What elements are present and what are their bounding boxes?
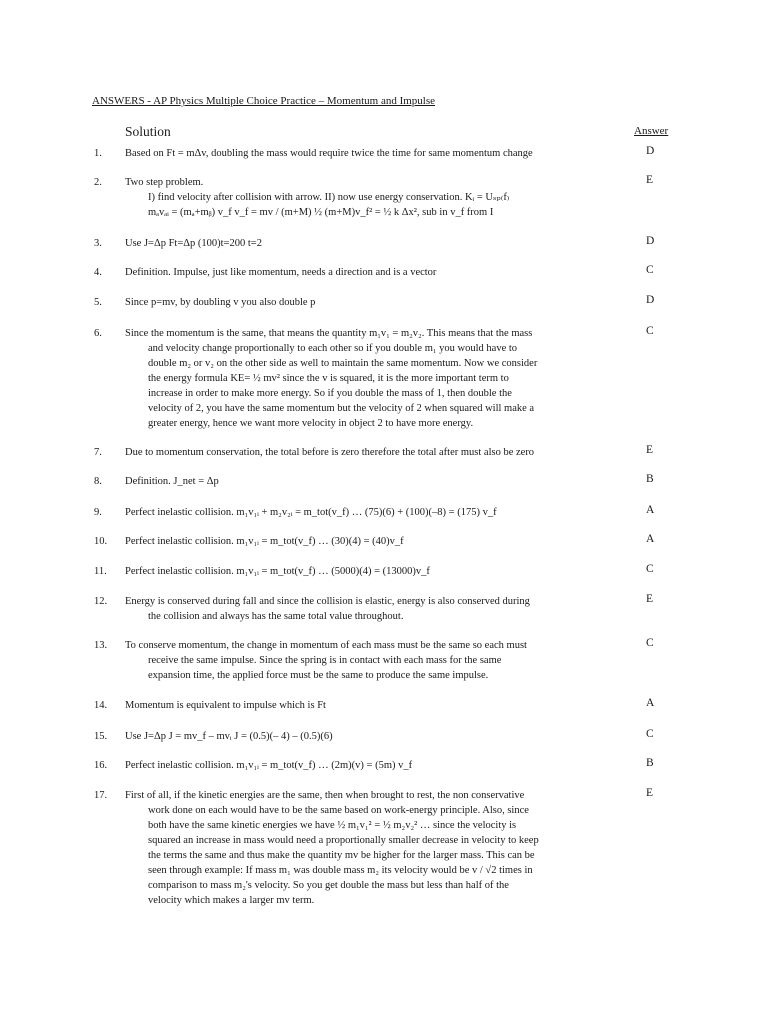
solution-line: greater energy, hence we want more velocity in object 2 to have more energy. [148,418,474,429]
question-number: 10. [94,536,108,547]
answer-letter: C [646,728,654,740]
question-number: 12. [94,596,108,607]
question-number: 9. [94,507,102,518]
question-number: 3. [94,238,102,249]
solution-line: the energy formula KE= ½ mv² since the v is squared, it is the more important term to [148,373,509,384]
solution-line: Definition. Impulse, just like momentum, needs a direction and is a vector [125,267,437,278]
solution-line: Perfect inelastic collision. m₁v₁ᵢ = m_tot(v_f) … (5000)(4) = (13000)v_f [125,566,430,577]
solution-line: Perfect inelastic collision. m₁v₁ᵢ + m₂v₂ᵢ = m_tot(v_f) … (75)(6) + (100)(–8) = (175) v_f [125,507,497,518]
solution-text [125,146,615,161]
answer-letter: E [646,593,654,605]
solution-line: seen through example: If mass m₁ was double mass m₂ its velocity would be v / √2 times in [148,865,533,876]
answer-letter: C [646,264,654,276]
question-number: 11. [94,566,107,577]
question-number: 4. [94,267,102,278]
solution-line: expansion time, the applied force must be the same to produce the same impulse. [148,670,489,681]
solution-line: double m₂ or v₂ on the other side as well to maintain the same momentum. Now we consider [148,358,538,369]
solution-line: the terms the same and thus make the quantity mv be higher for the larger mass. This can be [148,850,535,861]
solution-text [125,594,615,624]
solution-line: increase in order to make more energy. So if you double the mass of 1, then double the [148,388,512,399]
answer-letter: C [646,563,654,575]
solution-line: Since p=mv, by doubling v you also double p [125,297,316,308]
solution-line: Due to momentum conservation, the total before is zero therefore the total after must also be zero [125,447,535,458]
answer-letter: C [646,637,654,649]
solution-line: velocity of 2, you have the same momentum but the velocity of 2 when squared will make a [148,403,535,414]
document-title: ANSWERS - AP Physics Multiple Choice Practice – Momentum and Impulse [92,95,436,107]
answer-letter: E [646,444,654,456]
solution-line: Definition. J_net = Δp [125,476,219,487]
solution-line: mₐvₐᵢ = (mₐ+mᵦ) v_f v_f = mv / (m+M) ½ (m+M)v_f² = ½ k Δx², sub in v_f from I [148,207,494,218]
answer-letter: B [646,473,654,485]
solution-text [125,505,615,520]
solution-text [125,638,615,683]
solution-line: Since the momentum is the same, that means the quantity m₁v₁ = m₂v₂. This means that the mass [125,328,533,339]
solution-line: velocity which makes a larger mv term. [148,895,315,906]
answer-letter: D [646,235,655,247]
answer-header: Answer [634,125,669,137]
solution-line: To conserve momentum, the change in momentum of each mass must be the same so each must [125,640,527,651]
solution-line: Energy is conserved during fall and since the collision is elastic, energy is also conserved during [125,596,530,607]
answer-letter: C [646,325,654,337]
question-number: 1. [94,148,102,159]
solution-line: work done on each would have to be the same based on work-energy principle. Also, since [148,805,529,816]
answer-letter: A [646,697,655,709]
question-number: 5. [94,297,102,308]
solution-text [125,445,615,460]
solution-line: the collision and always has the same total value throughout. [148,611,404,622]
solution-text [125,175,615,220]
solution-line: Two step problem. [125,177,204,188]
question-number: 17. [94,790,108,801]
solution-line: Perfect inelastic collision. m₁v₁ᵢ = m_tot(v_f) … (2m)(v) = (5m) v_f [125,760,413,771]
solution-line: Based on Ft = mΔv, doubling the mass would require twice the time for same momentum change [125,148,533,159]
solution-text [125,788,615,908]
question-number: 2. [94,177,102,188]
solution-text [125,758,615,773]
solution-line: Use J=Δp Ft=Δp (100)t=200 t=2 [125,238,262,249]
answer-letter: B [646,757,654,769]
solution-line: First of all, if the kinetic energies are the same, then when brought to rest, the non conservative [125,790,525,801]
solution-line: Use J=Δp J = mv_f – mvᵢ J = (0.5)(– 4) – (0.5)(6) [125,731,333,742]
solution-line: both have the same kinetic energies we have ½ m₁v₁² = ½ m₂v₂² … since the velocity is [148,820,517,831]
solution-text [125,564,615,579]
answer-letter: A [646,533,655,545]
question-number: 14. [94,700,108,711]
solution-text [125,236,615,251]
solution-text [125,474,615,489]
solution-text [125,265,615,280]
solution-line: Momentum is equivalent to impulse which is Ft [125,700,326,711]
answer-letter: E [646,174,654,186]
question-number: 13. [94,640,108,651]
solution-text [125,698,615,713]
solution-line: I) find velocity after collision with arrow. II) now use energy conservation. Kᵢ = Uₛₚ₍f₎ [148,192,510,203]
solution-text [125,534,615,549]
answer-letter: A [646,504,655,516]
solution-text [125,326,615,431]
answer-letter: E [646,787,654,799]
solution-line: receive the same impulse. Since the spring is in contact with each mass for the same [148,655,502,666]
solution-text [125,729,615,744]
question-number: 6. [94,328,102,339]
solution-line: comparison to mass m₂'s velocity. So you get double the mass but less than half of the [148,880,509,891]
question-number: 8. [94,476,102,487]
question-number: 7. [94,447,102,458]
solution-line: Perfect inelastic collision. m₁v₁ᵢ = m_tot(v_f) … (30)(4) = (40)v_f [125,536,404,547]
solution-line: and velocity change proportionally to each other so if you double m₁ you would have to [148,343,518,354]
solution-text [125,295,615,310]
solution-line: squared an increase in mass would need a proportionally smaller decrease in velocity to keep [148,835,539,846]
question-number: 16. [94,760,108,771]
question-number: 15. [94,731,108,742]
solution-header: Solution [125,124,171,139]
answer-letter: D [646,294,655,306]
answer-letter: D [646,145,655,157]
